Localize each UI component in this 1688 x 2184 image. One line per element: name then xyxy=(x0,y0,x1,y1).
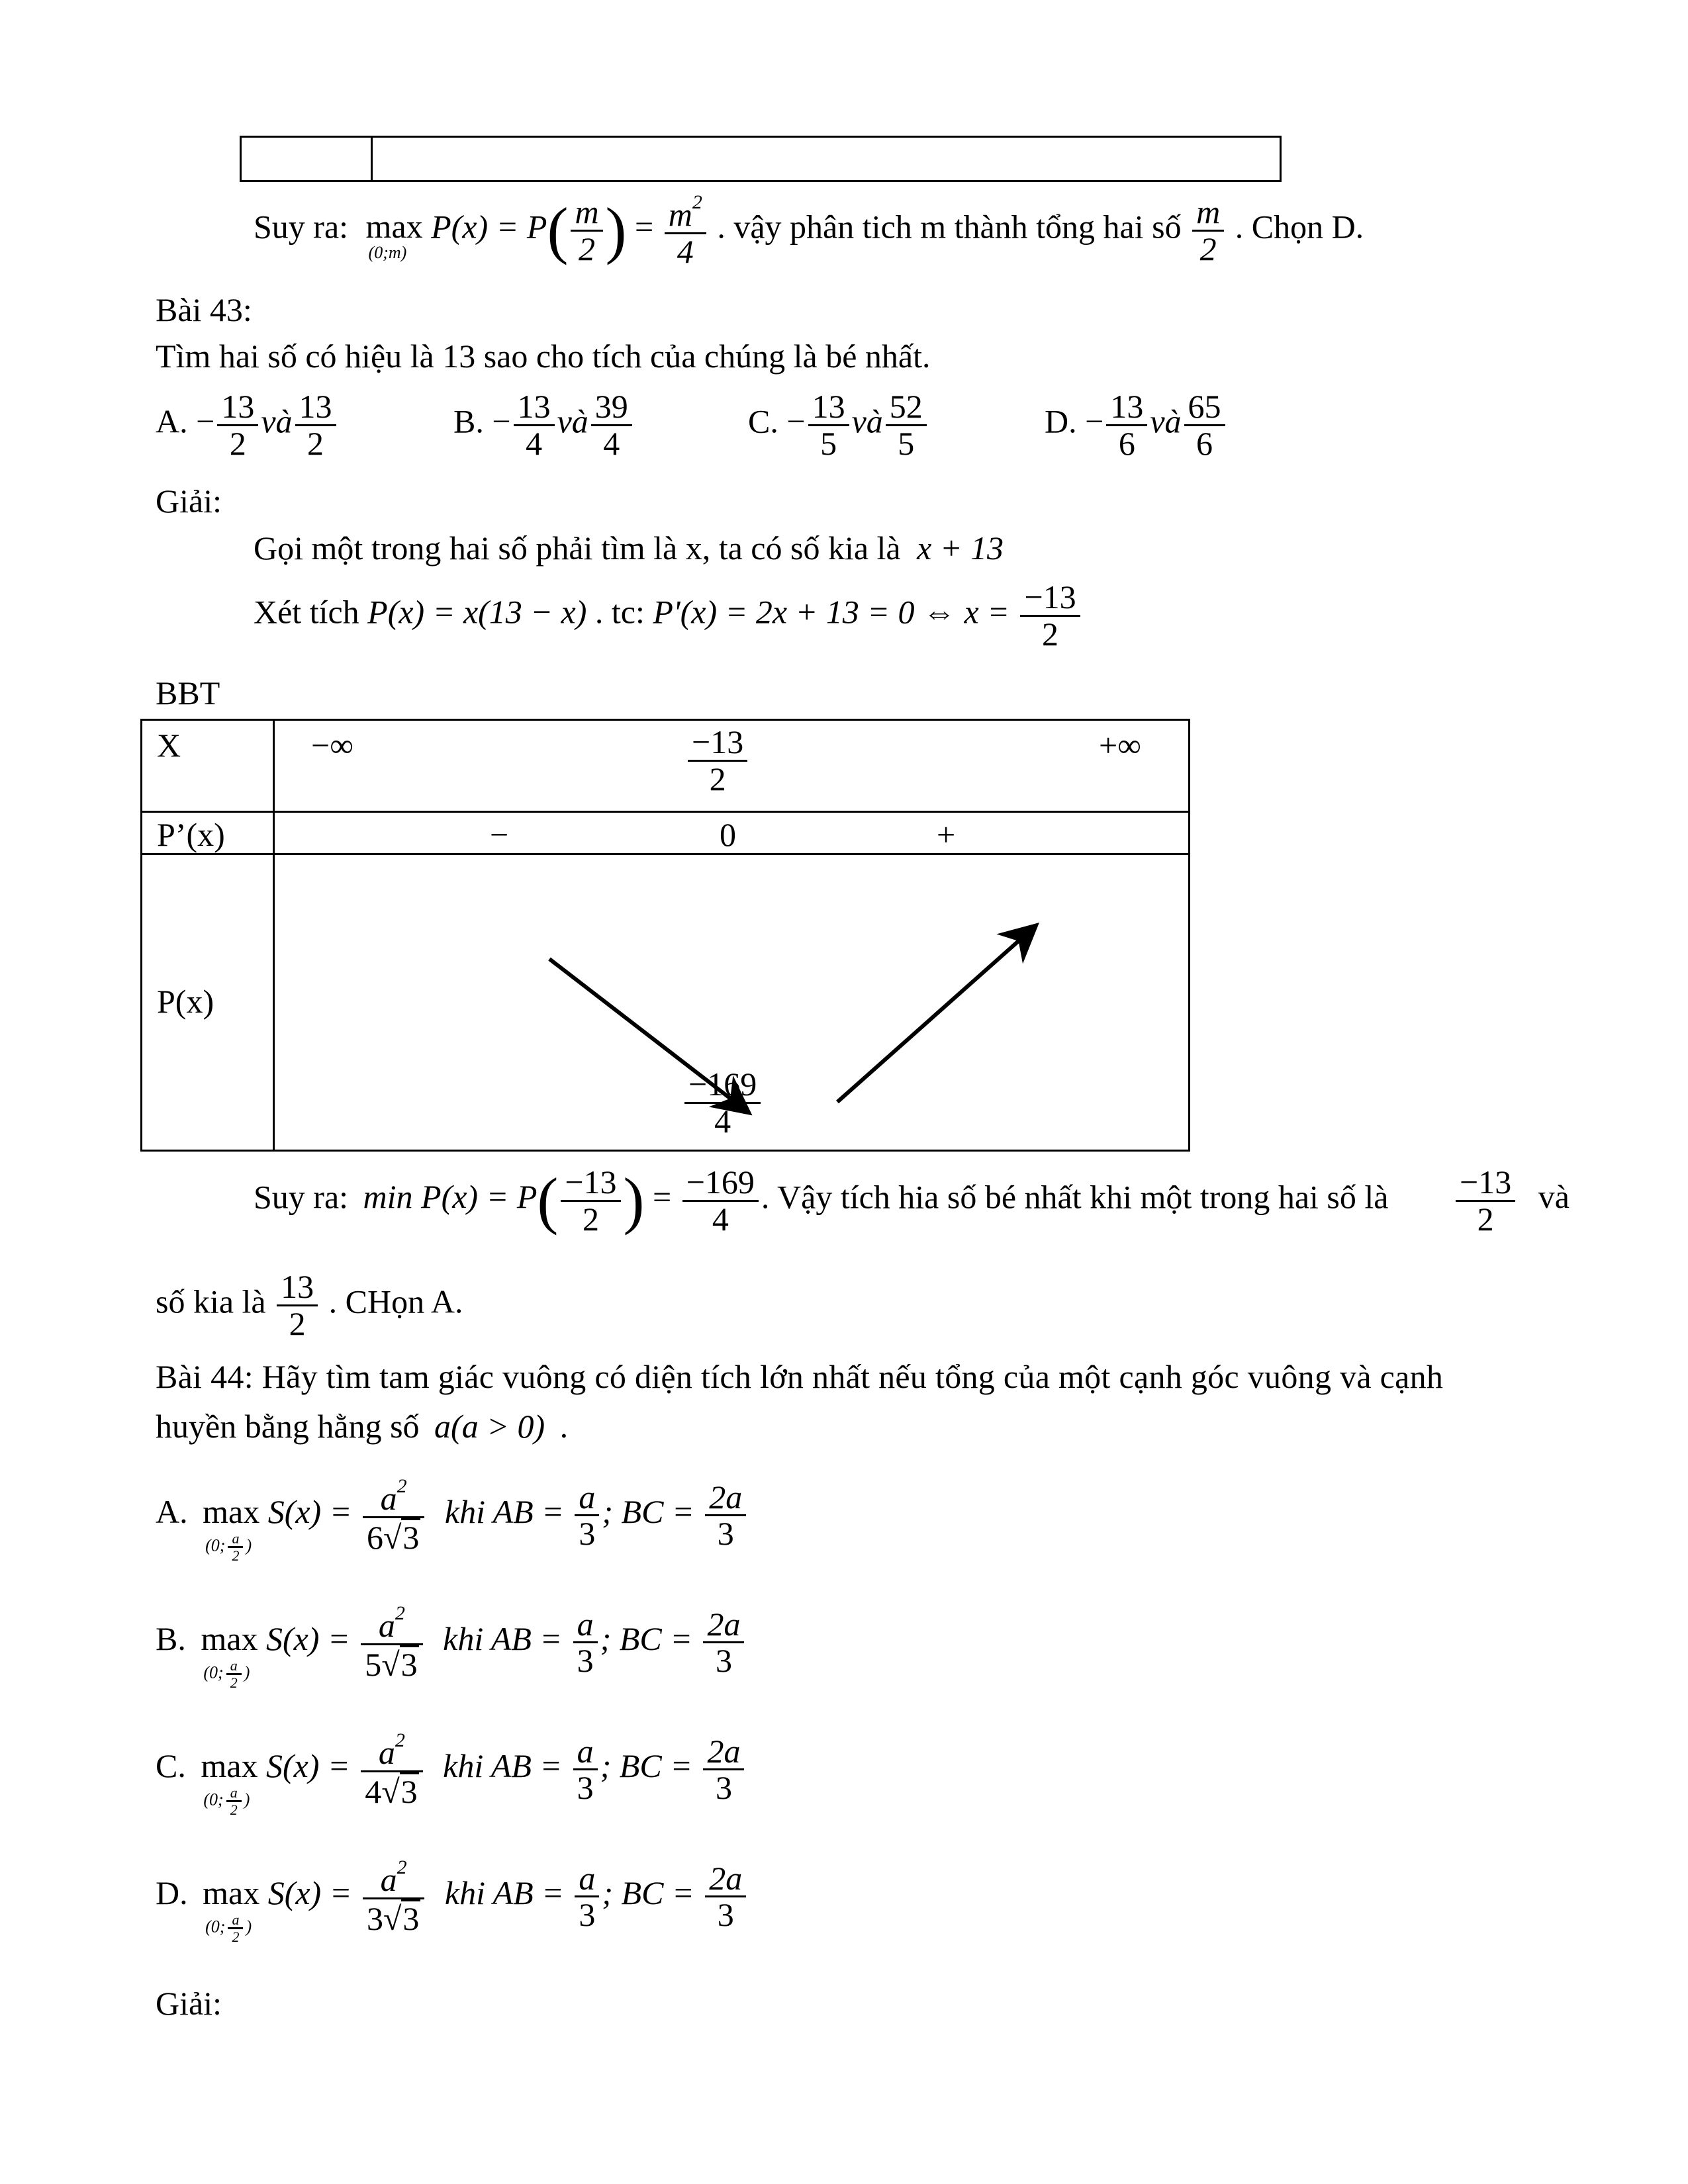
prev-m2-num: m xyxy=(668,196,692,233)
prev-conclusion: Suy ra: max (0;m) P(x) = P( $\frac{m}{2}$ ) = $\frac{m^2}{4}$ . vậy phân tich m thành tổng hai số $\frac{m}{2}$ . Chọn D. xyxy=(254,191,1364,270)
b43-question: Tìm hai số có hiệu là 13 sao cho tích của chúng là bé nhất. xyxy=(156,338,931,375)
b43-line2: Xét tích P(x) = x(13 − x) . tc: P'(x) = 2x + 13 = 0 ⇔ x = $\frac{-13}{2}$ xyxy=(254,580,1083,651)
bbt-dp-zero: 0 xyxy=(720,816,736,853)
bbt-row-p: P(x) xyxy=(157,983,214,1020)
b43-option-label: A. xyxy=(156,402,188,440)
b43-option-a: A. − $\frac{13}{2}$ và $\frac{13}{2}$ xyxy=(156,389,339,461)
prev-text: . vậy phân tich m thành tổng hai số xyxy=(717,208,1182,246)
bbt-arrow-up xyxy=(837,928,1033,1102)
prev-px: P(x) = P xyxy=(431,208,547,246)
prev-interval: (0;m) xyxy=(368,243,407,263)
bbt-critical: $\frac{-13}{2}$ xyxy=(685,725,750,796)
bbt-row-dp: P’(x) xyxy=(157,816,225,853)
prev-m-num: m xyxy=(1192,195,1224,232)
b43-line1: Gọi một trong hai số phải tìm là x, ta có số kia là x + 13 xyxy=(254,529,1004,567)
bbt-pos-inf: +∞ xyxy=(1099,727,1141,764)
bbt-table xyxy=(140,719,1190,1152)
b44-title: Bài 44: Hãy tìm tam giác vuông có diện tích lớn nhất nếu tổng của một cạnh góc vuông và cạnh xyxy=(156,1358,1444,1395)
b44-option-c: C. max (0; $\frac{a}{2}$ ) S(x) = $\frac{a^2}{4√3}$ khi AB = $\frac{a}{3}$ ; BC = $\frac{2a}{3}$ xyxy=(156,1730,747,1809)
b43-option-d: D. − $\frac{13}{6}$ và $\frac{65}{6}$ xyxy=(1045,389,1228,461)
b44-option-d: D. max (0; $\frac{a}{2}$ ) S(x) = $\frac{a^2}{3√3}$ khi AB = $\frac{a}{3}$ ; BC = $\frac{2a}{3}$ xyxy=(156,1857,749,1936)
b44-option-a: A. max (0; $\frac{a}{2}$ ) S(x) = $\frac{a^2}{6√3}$ khi AB = $\frac{a}{3}$ ; BC = $\frac{2a}{3}$ xyxy=(156,1476,749,1555)
b43-option-label: B. xyxy=(453,402,484,440)
bbt-dp-minus: − xyxy=(490,816,509,853)
b43-bbt-label: BBT xyxy=(156,674,220,711)
prev-eq: = xyxy=(635,208,654,246)
b43-conclusion-end: $\frac{-13}{2}$ và xyxy=(1453,1165,1570,1236)
prev-m2-den: 4 xyxy=(677,232,694,270)
b43-giai: Giải: xyxy=(156,482,222,520)
b43-option-b: B. − $\frac{13}{4}$ và $\frac{39}{4}$ xyxy=(453,389,635,461)
bbt-dp-plus: + xyxy=(937,816,956,853)
b44-giai: Giải: xyxy=(156,1985,222,2022)
b43-option-label: D. xyxy=(1045,402,1077,440)
b43-option-c: C. − $\frac{13}{5}$ và $\frac{52}{5}$ xyxy=(748,389,929,461)
prev-suy-ra: Suy ra: xyxy=(254,208,349,246)
b43-conclusion: Suy ra: min P(x) = P( $\frac{-13}{2}$ ) = $\frac{-169}{4}$ . Vậy tích hia số bé nhất khi một trong hai số là xyxy=(254,1163,1389,1238)
prev-table-remnant xyxy=(240,136,1282,182)
b43-option-label: C. xyxy=(748,402,778,440)
bbt-min-value: $\frac{-169}{4}$ xyxy=(682,1067,763,1138)
b43-title: Bài 43: xyxy=(156,291,252,328)
b43-conclusion-line2: số kia là $\frac{13}{2}$ . CHọn A. xyxy=(156,1268,463,1342)
prev-max: max xyxy=(365,208,423,246)
prev-frac-num: m xyxy=(571,195,602,232)
prev-choose: . Chọn D. xyxy=(1235,208,1364,246)
b44-title-line2: huyền bằng hằng số a(a > 0) . xyxy=(156,1408,569,1445)
prev-m-den: 2 xyxy=(1199,230,1217,267)
prev-m2-sup: 2 xyxy=(692,191,702,213)
b44-option-b: B. max (0; $\frac{a}{2}$ ) S(x) = $\frac{a^2}{5√3}$ khi AB = $\frac{a}{3}$ ; BC = $\frac{2a}{3}$ xyxy=(156,1603,747,1682)
bbt-neg-inf: −∞ xyxy=(311,727,353,764)
bbt-row-x: X xyxy=(157,727,181,764)
prev-frac-den: 2 xyxy=(578,230,595,267)
b43-line1-math: x + 13 xyxy=(917,529,1004,567)
